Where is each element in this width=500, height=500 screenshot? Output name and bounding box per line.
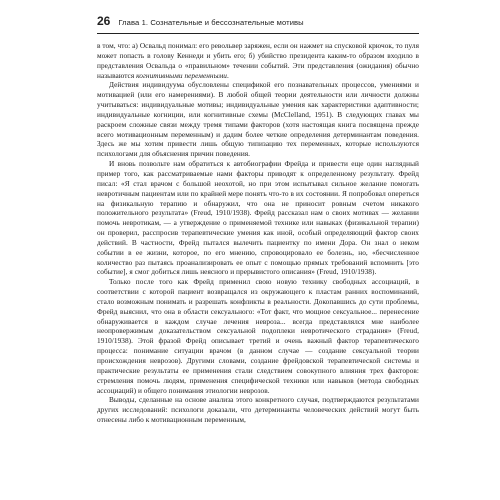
paragraph-2: Действия индивидуума обусловлены спецификой его познавательных процессов, умениями и мотивацией (или его намерениями). В любой общей теории деятельности или личности должны учитываться: индивидуальные мотивы; индивидуальные умения как характеристики адаптивности; индивидуальные когниции, или когнитивные схемы (McClelland, 1951). В следующих главах мы раскроем сложные связи между тремя типами факторов (хотя настоящая книга посвящена прежде всего мотивационным переменным) и дадим более четкие определения детерминантам поведения. Здесь же мы хотим привести лишь общую типизацию тех переменных, которые используются психологами для объяснения причин поведения. xyxy=(97,80,419,159)
page-number: 26 xyxy=(97,14,111,28)
paragraph-1-end: . xyxy=(226,70,229,80)
paragraph-1-text: в том, что: а) Освальд понимал: его револьвер заряжен, если он нажмет на спусковой крючок, то пуля может попасть в голову Кеннеди и убить его; б) убийство президента каким-то образом входило в представления Освальда о «правильном» течении событий. Эти представления (ожидания) обычно называются xyxy=(97,41,419,80)
italic-term: когнитивными переменными xyxy=(136,70,227,80)
paragraph-1 xyxy=(97,41,419,80)
header-rule xyxy=(97,33,419,34)
paragraph-3: И вновь позвольте нам обратиться к автобиографии Фрейда и привести еще один наглядный пример того, как рассматриваемые нами факторы приводят к определенному результату. Фрейд писал: «Я стал врачом с большой неохотой, но при этом испытывал сильное желание помогать невротичным пациентам или по крайней мере понять что-то в их состоянии. Я попробовал опереться на физикальную терапию и обнаружил, что она не приносит ровным счетом никакого положительного результата» (Freud, 1910/1938). Фрейд рассказал нам о своих мотивах — желании помочь невротикам, — а утверждение о применяемой технике или навыках (физикальной терапии) он проверил, расспросив терапевтические умения как иной, особый определяющий фактор своих действий. В частности, Фрейд пытался вылечить пациентку по имени Дора. Он знал о неком событии в ее жизни, которое, по его мнению, спровоцировало ее болезнь, но, «бесчисленное количество раз пытаясь проанализировать ее опыт с помощью прямых требований вспомнить [это событие], я смог добиться лишь неясного и прерывистого описания» (Freud, 1910/1938). xyxy=(97,159,419,277)
paragraph-5: Выводы, сделанные на основе анализа этого конкретного случая, подтверждаются результатами других исследований: психологи доказали, что детерминанты человеческих действий могут быть отнесены либо к мотивационным переменным, xyxy=(97,395,419,425)
book-page xyxy=(97,14,419,425)
body-text xyxy=(97,41,419,425)
paragraph-4: Только после того как Фрейд применил свою новую технику свободных ассоциаций, в соответствии с которой пациент возвращался из окружающего к пластам ранних воспоминаний, стало возможным понимать и разрешать конфликты в реальности. Докопавшись до сути проблемы, Фрейд выяснил, что она в области сексуального: «Тот факт, что мощное сексуальное... перенесение обнаруживается в каждом случае лечения невроза... всегда представлялся мне наиболее неопровержимым доказательством сексуальной подоплеки невротического страдания» (Freud, 1910/1938). Этой фразой Фрейд описывает третий и очень важный фактор терапевтического процесса: понимание ситуации врачом (в данном случае — создание сексуальной теории происхождения неврозов). Другими словами, создание фрейдовской терапевтической системы и практические результаты ее применения стали следствием совокупного влияния трех факторов: стремления помочь людям, применения специфической техники или навыков (метода свободных ассоциаций) и общего понимания этиологии неврозов. xyxy=(97,277,419,395)
running-header xyxy=(97,14,419,30)
chapter-title: Глава 1. Сознательные и бессознательные мотивы xyxy=(118,18,304,27)
